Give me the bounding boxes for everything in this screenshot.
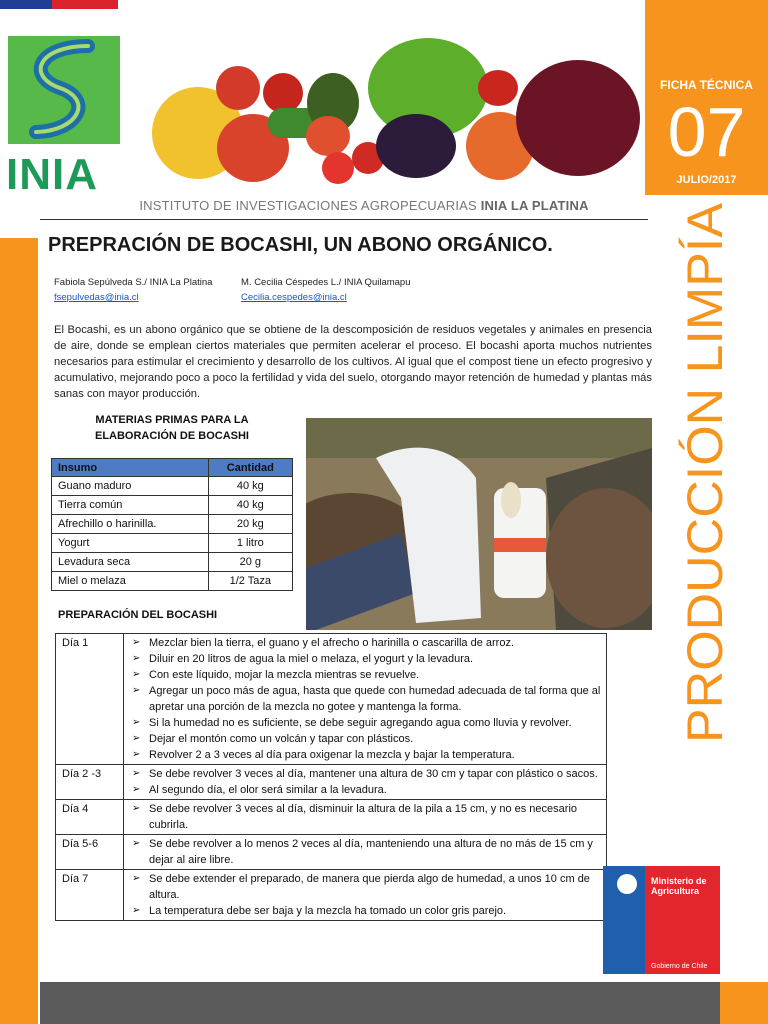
step-row [56,870,607,921]
materials-title-line1: MATERIAS PRIMAS PARA LA [95,414,249,426]
step-day: Día 1 [56,634,124,765]
insumo-cell: Guano maduro [52,477,209,496]
cantidad-cell: 20 kg [208,515,292,534]
ficha-number: 07 [667,93,746,171]
step-content [124,765,607,800]
step-content [124,870,607,921]
vegetables-banner-image [148,28,642,188]
cantidad-cell: 20 g [208,553,292,572]
materials-header-row [52,459,293,477]
ficha-label: FICHA TÉCNICA [660,78,753,92]
table-row [52,496,293,515]
institute-prefix: INSTITUTO DE INVESTIGACIONES AGROPECUARIAS [139,198,477,213]
logo-text: INIA [6,150,98,199]
institute-name [40,198,688,213]
author-2-email[interactable]: Cecilia.cespedes@inia.cl [241,292,347,303]
step-list [124,836,606,868]
cantidad-cell: 40 kg [208,496,292,515]
list-item: ➢ Dejar el montón como un volcán y tapar con plásticos. [132,731,602,747]
gob-line3: Gobierno de Chile [651,963,708,970]
step-row [56,800,607,835]
table-row [52,553,293,572]
step-list [124,801,606,833]
insumo-cell: Afrechillo o harinilla. [52,515,209,534]
list-item: ➢ Se debe revolver a lo menos 2 veces al día, manteniendo una altura de no más de 15 cm y dejar al aire libre. [132,836,602,868]
document-title: PREPRACIÓN DE BOCASHI, UN ABONO ORGÁNICO. [48,234,553,256]
author-1-email[interactable]: fsepulvedas@inia.cl [54,292,139,303]
table-row [52,477,293,496]
step-day: Día 4 [56,800,124,835]
list-item: ➢ Agregar un poco más de agua, hasta que quede con humedad adecuada de tal forma que al apretar una porción de la mezcla no gotee y mantenga la forma. [132,683,602,715]
materials-title [62,412,282,444]
insumo-cell: Levadura seca [52,553,209,572]
preparation-table [55,633,607,921]
table-row [52,534,293,553]
gobierno-logo [603,866,720,974]
author-1-name: Fabiola Sepúlveda S./ INIA La Platina [54,277,213,288]
materials-title-line2: ELABORACIÓN DE BOCASHI [94,430,249,442]
step-list [124,635,606,763]
materials-table [51,458,293,591]
step-content [124,835,607,870]
step-day: Día 2 -3 [56,765,124,800]
list-item: ➢ Si la humedad no es suficiente, se debe seguir agregando agua como lluvia y revolver. [132,715,602,731]
list-item: ➢ Mezclar bien la tierra, el guano y el afrecho o harinilla o cascarilla de arroz. [132,635,602,651]
insumo-cell: Yogurt [52,534,209,553]
step-row [56,765,607,800]
list-item: ➢ La temperatura debe ser baja y la mezcla ha tomado un color gris parejo. [132,903,602,919]
preparation-title: PREPARACIÓN DEL BOCASHI [58,609,218,621]
bocashi-photo [306,418,652,630]
step-list [124,871,606,919]
cantidad-cell: 1 litro [208,534,292,553]
footer-accent [720,982,768,1024]
author-2-name: M. Cecilia Céspedes L./ INIA Quilamapu [241,277,411,288]
vertical-title [660,200,740,750]
insumo-cell: Tierra común [52,496,209,515]
list-item: ➢ Revolver 2 a 3 veces al día para oxigenar la mezcla y bajar la temperatura. [132,747,602,763]
insumo-cell: Miel o melaza [52,572,209,591]
cantidad-cell: 1/2 Taza [208,572,292,591]
list-item: ➢ Al segundo día, el olor será similar a la levadura. [132,782,602,798]
table-row [52,572,293,591]
table-row [52,515,293,534]
ficha-date: JULIO/2017 [676,174,737,186]
footer-bar [40,982,720,1024]
list-item: ➢ Se debe revolver 3 veces al día, mantener una altura de 30 cm y tapar con plástico o sacos. [132,766,602,782]
intro-paragraph: El Bocashi, es un abono orgánico que se obtiene de la descomposición de residuos vegetales y animales en presencia de aire, donde se emplean ciertos materiales que permiten acelerar el proceso. El bocashi aporta muchos nutrientes necesarios para estimular el crecimiento y desarrollo de los cultivos. Al igual que el compost tiene un efecto progresivo y acumulativo, mejorando poco a poco la fertilidad y vida del suelo, otorgando mayor retención de humedad y plantas más sanas con mayor producción. [54,324,652,400]
flag-stripe-blue [0,0,52,9]
left-accent-bar [0,238,38,1024]
list-item: ➢ Diluir en 20 litros de agua la miel o melaza, el yogurt y la levadura. [132,651,602,667]
institute-suffix: INIA LA PLATINA [480,198,589,213]
gob-line2: Agricultura [651,886,700,896]
step-list [124,766,606,798]
header-divider [40,219,648,220]
step-row [56,634,607,765]
list-item: ➢ Con este líquido, mojar la mezcla mientras se revuelve. [132,667,602,683]
list-item: ➢ Se debe extender el preparado, de manera que pierda algo de humedad, a unos 10 cm de altura. [132,871,602,903]
step-content [124,800,607,835]
step-content [124,634,607,765]
step-row [56,835,607,870]
vertical-title-text: PRODUCCIÓN LIMPÍA [677,223,733,743]
list-item: ➢ Se debe revolver 3 veces al día, disminuir la altura de la pila a 15 cm, y no es necesario cubrirla. [132,801,602,833]
step-day: Día 5-6 [56,835,124,870]
gob-line1: Ministerio de [651,876,707,886]
col-insumo: Insumo [52,459,209,477]
col-cantidad: Cantidad [208,459,292,477]
flag-stripe-red [52,0,118,9]
cantidad-cell: 40 kg [208,477,292,496]
step-day: Día 7 [56,870,124,921]
